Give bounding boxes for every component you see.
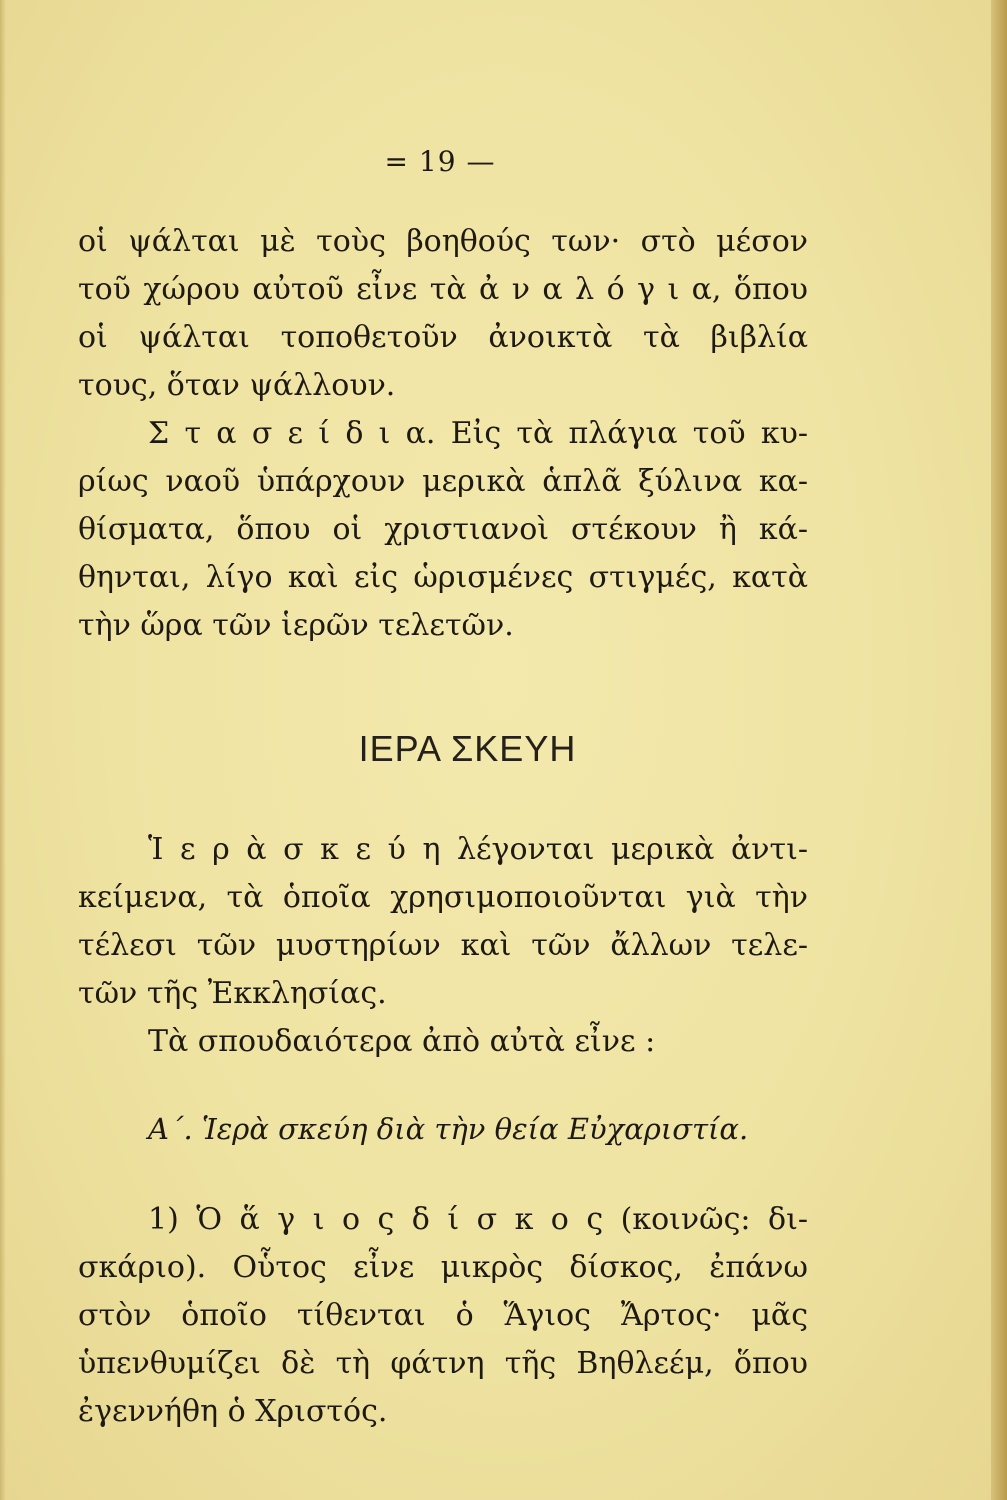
text-line: οἱ ψάλται μὲ τοὺς βοηθούς των· στὸ μέσον xyxy=(78,224,808,259)
text-line: θίσματα, ὅπου οἱ χριστιανοὶ στέκουν ἢ κά- xyxy=(78,512,808,547)
text-line: θηνται, λίγο καὶ εἰς ὡρισμένες στιγμές, κατὰ xyxy=(78,560,808,595)
page-number: = 19 — xyxy=(384,145,496,178)
text-line: ρίως ναοῦ ὑπάρχουν μερικὰ ἁπλᾶ ξύλινα κα- xyxy=(78,464,808,499)
text-line: ἐγεννήθη ὁ Χριστός. xyxy=(78,1394,388,1429)
text-line: 1) Ὁ ἅ γ ι ο ς δ ί σ κ ο ς (κοινῶς: δι- xyxy=(148,1202,808,1237)
text-line: τὴν ὥρα τῶν ἱερῶν τελετῶν. xyxy=(78,608,514,643)
text-line: οἱ ψάλται τοποθετοῦν ἀνοικτὰ τὰ βιβλία xyxy=(78,320,808,355)
text-line: Τὰ σπουδαιότερα ἀπὸ αὐτὰ εἶνε : xyxy=(148,1024,656,1059)
text-line: τοῦ χώρου αὐτοῦ εἶνε τὰ ἀ ν α λ ό γ ι α, ὅπου xyxy=(78,272,808,307)
text-line: τέλεσι τῶν μυστηρίων καὶ τῶν ἄλλων τελε- xyxy=(78,928,808,963)
subsection-heading: Α΄. Ἱερὰ σκεύη διὰ τὴν θεία Εὐχαριστία. xyxy=(148,1112,749,1146)
text-line: τῶν τῆς Ἐκκλησίας. xyxy=(78,976,387,1011)
page-right-edge xyxy=(991,0,1007,1500)
text-line: Σ τ α σ ε ί δ ι α. Εἰς τὰ πλάγια τοῦ κυ- xyxy=(148,416,808,451)
text-line: Ἱ ε ρ ὰ σ κ ε ύ η λέγονται μερικὰ ἀντι- xyxy=(148,832,808,867)
section-heading: ΙΕΡΑ ΣΚΕΥΗ xyxy=(358,728,577,769)
text-line: κείμενα, τὰ ὁποῖα χρησιμοποιοῦνται γιὰ τὴν xyxy=(78,880,808,915)
text-line: σκάριο). Οὗτος εἶνε μικρὸς δίσκος, ἐπάνω xyxy=(78,1250,808,1285)
text-line: ὑπενθυμίζει δὲ τὴ φάτνη τῆς Βηθλεέμ, ὅπου xyxy=(78,1346,808,1381)
text-line: στὸν ὁποῖο τίθενται ὁ Ἅγιος Ἄρτος· μᾶς xyxy=(78,1298,808,1333)
text-line: τους, ὅταν ψάλλουν. xyxy=(78,368,396,403)
